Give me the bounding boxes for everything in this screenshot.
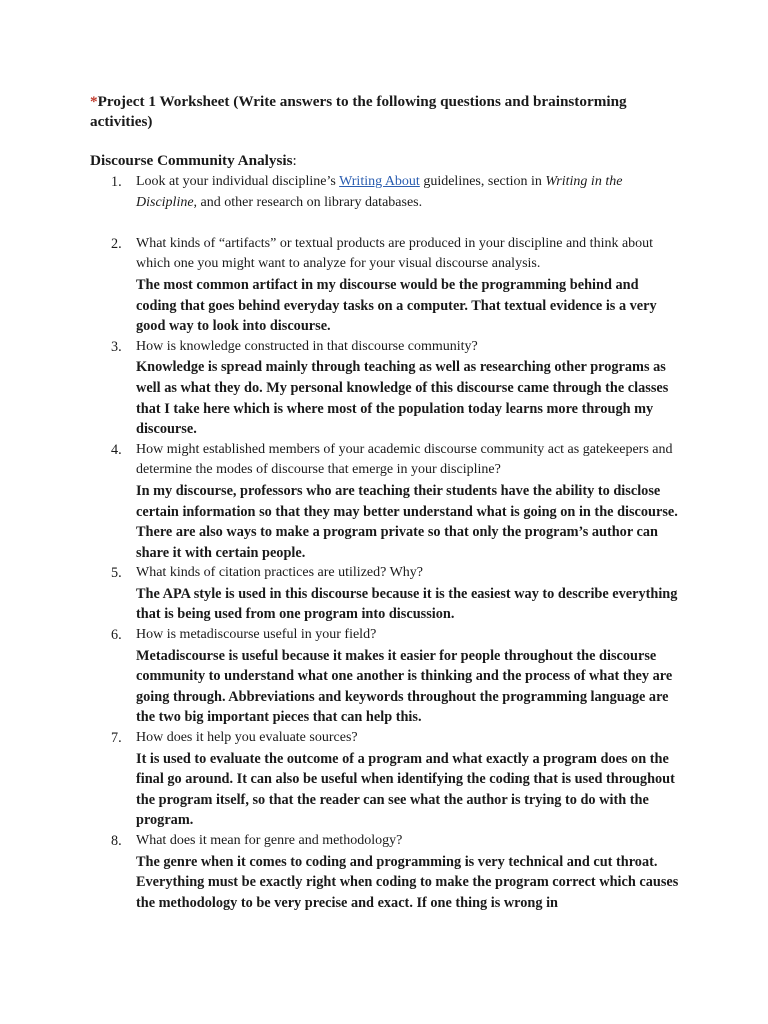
answer-text: Knowledge is spread mainly through teaching as well as researching other programs as well as what they do. My personal knowledge of this discourse came through the classes that I take here which is where most of the population today learns more through my discourse. [136, 359, 669, 438]
q1-text-middle: guidelines, section in [419, 174, 546, 189]
list-item-1 [0, 172, 768, 213]
list-item-6 [0, 625, 768, 728]
section-heading [90, 151, 297, 171]
writing-about-link[interactable]: Writing About [339, 174, 420, 189]
answer-text: The most common artifact in my discourse would be the programming behind and coding that goes behind everyday tasks on a computer. That textual evidence is a very good way to look into discourse. [136, 276, 657, 335]
question-text: How is knowledge constructed in that discourse community? [136, 338, 478, 354]
list-item-8 [0, 831, 768, 913]
item-number: 3. [111, 338, 122, 355]
item-number: 8. [111, 833, 122, 849]
list-item-5 [0, 563, 768, 625]
item-number: 7. [111, 730, 122, 747]
answer-text: The genre when it comes to coding and programming is very technical and cut throat. Everything must be exactly right when coding to make the program correct which causes the methodology to be very precise and exact. If one thing is wrong in [136, 853, 679, 911]
question-text: How is metadiscourse useful in your field? [136, 627, 377, 643]
question-text: What kinds of “artifacts” or textual products are produced in your discipline and think about which one you might want to analyze for your visual discourse analysis. [136, 235, 654, 272]
list-item-2 [0, 234, 768, 337]
list-item-3 [0, 337, 768, 440]
item-number: 2. [111, 235, 122, 252]
item-number: 1. [111, 174, 122, 190]
q1-text-before: Look at your individual discipline’s [136, 174, 340, 189]
answer-text: The APA style is used in this discourse because it is the easiest way to describe everything that is being used from one program into discussion. [136, 585, 678, 623]
q1-text-after: , and other research on library databases. [193, 194, 423, 210]
worksheet-title [90, 92, 690, 132]
question-text [136, 172, 680, 213]
list-item-4 [0, 440, 768, 564]
item-number: 6. [111, 627, 122, 644]
item-number: 5. [111, 565, 122, 582]
item-number: 4. [111, 441, 122, 458]
section-label: Discourse Community Analysis [90, 152, 293, 169]
answer-text: It is used to evaluate the outcome of a program and what exactly a program does on the final go around. It can also be useful when identifying the coding that is used throughout the program itself, so that the reader can see what the author is trying to do with the program. [136, 750, 675, 829]
question-text: How does it help you evaluate sources? [136, 730, 358, 746]
q1-italic: Writing in the Discipline [136, 174, 623, 210]
section-colon: : [292, 152, 297, 169]
question-text: What kinds of citation practices are utilized? Why? [136, 565, 424, 581]
question-text: What does it mean for genre and methodology? [136, 833, 403, 848]
question-list [0, 172, 768, 913]
question-text: How might established members of your academic discourse community act as gatekeepers and determine the modes of discourse that emerge in your discipline? [136, 441, 673, 478]
answer-text: Metadiscourse is useful because it makes it easier for people throughout the discourse community to understand what one another is thinking and the process of what they are going through. Abbreviations and keywords throughout the programming language are the two big important pieces that can help this. [136, 647, 673, 726]
list-item-7 [0, 728, 768, 831]
required-asterisk: * [90, 93, 98, 110]
answer-text: In my discourse, professors who are teaching their students have the ability to disclose certain information so that they may better understand what is going on in the discourse. There are also ways to make a program private so that only the program’s author can share it with certain people. [136, 482, 678, 561]
title-text: Project 1 Worksheet (Write answers to the following questions and brainstorming activities) [90, 93, 627, 130]
